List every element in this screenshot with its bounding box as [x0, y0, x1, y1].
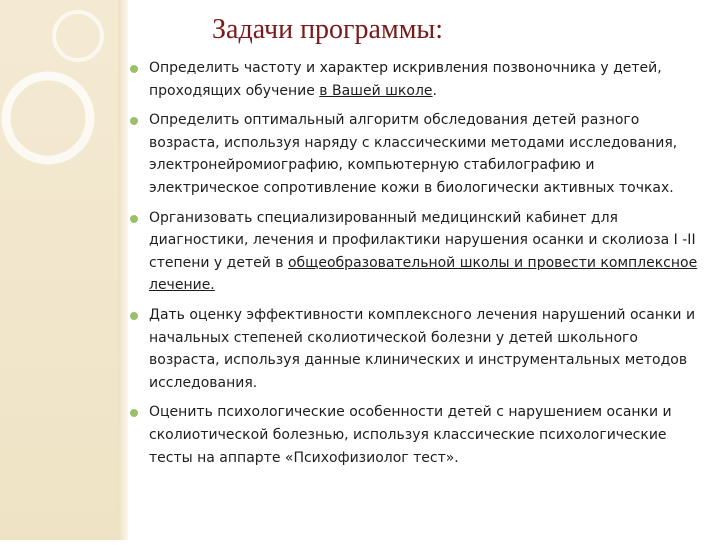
task-text: Определить частоту и характер искривления позвоночника у детей, проходящих обучение [149, 60, 662, 99]
task-item [128, 57, 706, 102]
task-item [128, 109, 706, 199]
bullet-icon [130, 215, 138, 223]
bullet-icon [130, 312, 138, 320]
slide-title: Задачи программы: [212, 14, 443, 45]
task-item [128, 207, 706, 297]
task-text: Оценить психологические особенности детей с нарушением осанки и сколиотической болезнью, используя классические психологические тесты на аппарте «Психофизиолог тест». [149, 404, 672, 466]
bullet-icon [130, 409, 138, 417]
bullet-icon [130, 117, 138, 125]
task-list [128, 57, 706, 476]
underlined-text: общеобразовательной школы и провести комплексное лечение. [149, 254, 698, 294]
task-item [128, 401, 706, 469]
decorative-circles [0, 0, 118, 540]
task-text: . [432, 82, 437, 99]
underlined-text: в Вашей школе [319, 82, 433, 99]
task-text: Дать оценку эффективности комплексного лечения нарушений осанки и начальных степеней сколиотической болезни у детей школьного возраста, используя данные клинических и инструментальных методов исследования. [149, 306, 696, 391]
task-item [128, 304, 706, 394]
bullet-icon [130, 65, 138, 73]
side-panel-edge [118, 0, 128, 540]
decorative-side-panel [0, 0, 118, 540]
task-text: Определить оптимальный алгоритм обследования детей разного возраста, используя наряду с классическими методами исследования, электронейромиографию, компьютерную стабилографию и электрическое сопротивление кожи в биологически активных точках. [149, 112, 678, 196]
task-text: Организовать специализированный медицинский кабинет для диагностики, лечения и профилактики нарушения осанки и сколиоза I -II степени у детей в [149, 209, 696, 271]
